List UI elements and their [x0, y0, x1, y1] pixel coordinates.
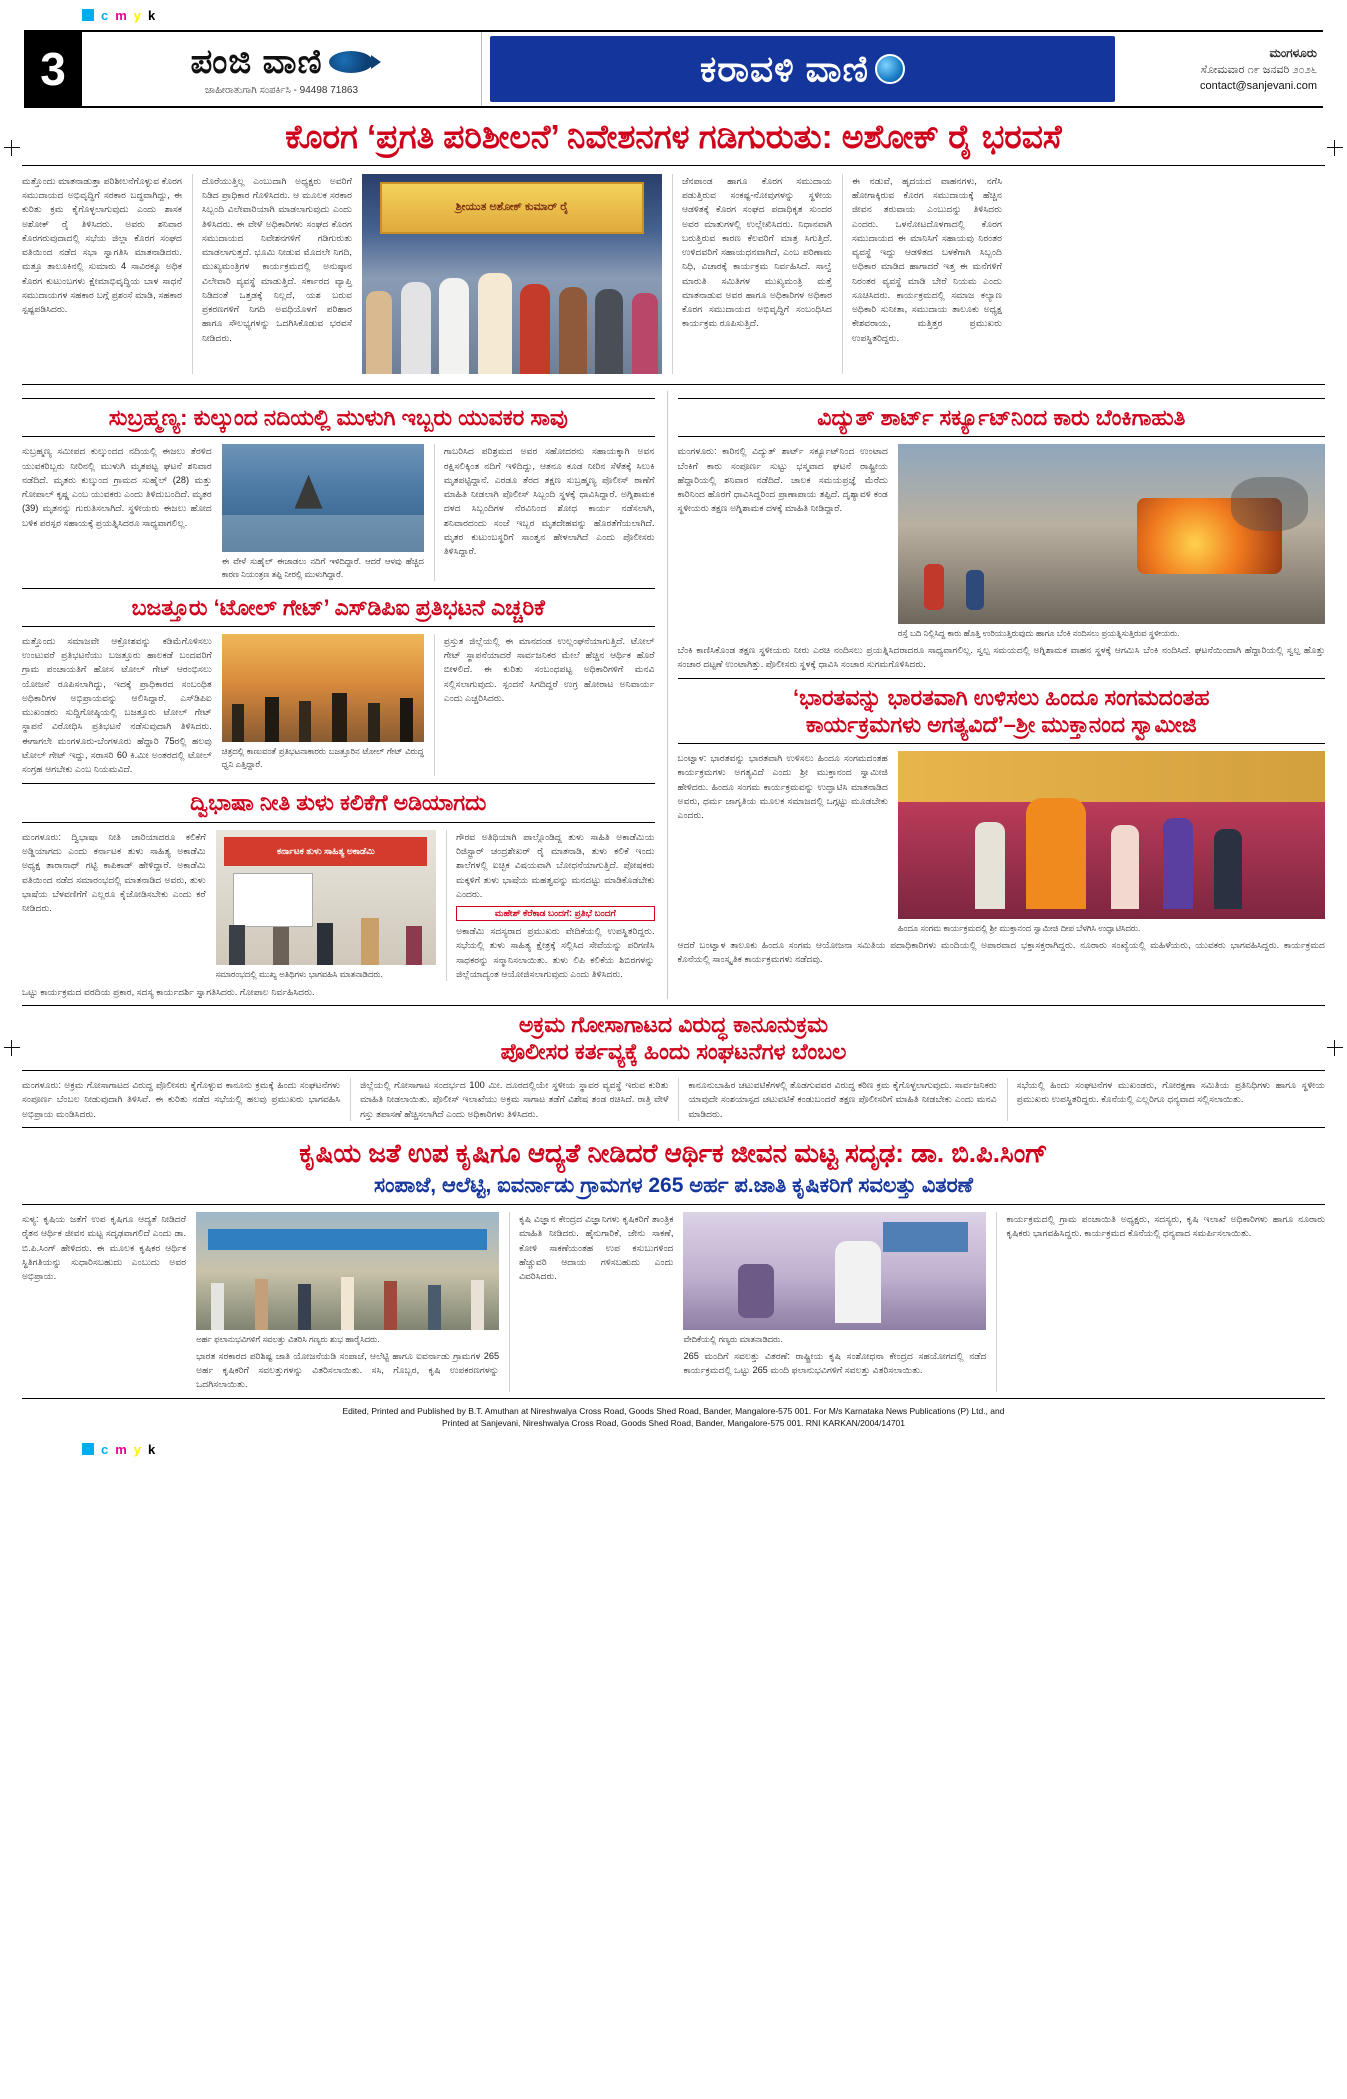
crop-mark — [4, 140, 20, 156]
hindu-photo-wrap — [898, 751, 1325, 935]
lead-photo — [362, 174, 662, 374]
bottom-photo-2-wrap — [683, 1212, 986, 1391]
page-number: 3 — [24, 32, 82, 106]
ad-contact-line: ಜಾಹೀರಾತುಗಾಗಿ ಸಂಪರ್ಕಿಸಿ - 94498 71863 — [204, 84, 359, 96]
bottom-headline: ಕೃಷಿಯ ಜತೆ ಉಪ ಕೃಷಿಗೂ ಆದ್ಯತೆ ನೀಡಿದರೆ ಆರ್ಥಿಕ ಜೀವನ ಮಟ್ಟ ಸದೃಢ: ಡಾ. ಬಿ.ಪಿ.ಸಿಂಗ್ — [299, 1137, 1048, 1168]
cow-headline — [22, 1005, 1325, 1071]
bottom-col-3: ಕೃಷಿ ವಿಜ್ಞಾನ ಕೇಂದ್ರದ ವಿಜ್ಞಾನಿಗಳು ಕೃಷಿಕರಿಗೆ ತಾಂತ್ರಿಕ ಮಾಹಿತಿ ನೀಡಿದರು. ಹೈನುಗಾರಿಕೆ, ಜೇನು ಸಾಕಣೆ, ಕೋಳಿ ಸಾಕಣೆಯಂತಹ ಉಪ ಕಸುಬುಗಳಿಂದ ಹೆಚ್ಚುವರಿ ಆದಾಯ ಗಳಿಸಬಹುದು ಎಂದು ವಿವರಿಸಿದರು. — [509, 1212, 673, 1391]
lead-col-2: ದೊರೆಯುತ್ತಿಲ್ಲ ಎಂಬುದಾಗಿ ಅಧ್ಯಕ್ಷರು ಅವರಿಗೆ ನಿಡಿದ ಪ್ರಾಧಿಕಾರ ಗೊಳಿಸಿದರು. ಆ ಮೂಲಕ ಸರಕಾರ ಸಿಬ್ಬಂದಿ ವಿಲೇವಾರಿಯಾಗಿ ಮಾಡಲಾಗುವುದು ಎಂದು ತಿಳಿಸಿದರು. ಈ ವೇಳೆ ಅಧಿಕಾರಿಗಳು ಸಂಘದ ಕೊರಗ ಸಮುದಾಯದ ನಿವೇಶನಗಳಿಗೆ ಗಡಿಗುರುತು ಮಾಡಲಾಗುತ್ತದೆ. ಭೂಮಿ ನೀಡುವ ಮೊದಲೇ ನಿಗದಿ, ಮುಖ್ಯಮಂತ್ರಿಗಳ ಕಾರ್ಯಕ್ರಮದಲ್ಲಿ ಅನುಷ್ಠಾನ ವಿಲೇವಾರಿ ವ್ಯವಸ್ಥೆ ಮಾಡುತ್ತಿದೆ. ಸರ್ಕಾರದ ವ್ಯಾಪ್ತಿ ನಿಡಿದಂತೆ ಒತ್ತಡಕ್ಕೆ ನಿಲ್ಲದೆ, ಯಶ ಬರುವ ಪ್ರಕರಣಗಳಿಗೆ ನಿಗದಿ ಅವಧಿಯೊಳಗೆ ಪರಿಹಾರ ಹಾಗೂ ಸೌಲಭ್ಯಗಳನ್ನು ಒದಗಿಸಿಕೊಡುವ ಭರವಸೆ ನೀಡಿದರು. — [192, 174, 352, 374]
bottom-col-2: ಭಾರತ ಸರಕಾರದ ಪರಿಶಿಷ್ಟ ಜಾತಿ ಯೋಜನೆಯಡಿ ಸಂಪಾಜೆ, ಆಲೆಟ್ಟಿ ಹಾಗೂ ಐವರ್ನಾಡು ಗ್ರಾಮಗಳ 265 ಅರ್ಹ ಕೃಷಿಕರಿಗೆ ಸವಲತ್ತುಗಳನ್ನು ವಿತರಿಸಲಾಯಿತು. ಸಸಿ, ಗೊಬ್ಬರ, ಕೃಷಿ ಉಪಕರಣಗಳನ್ನು ಒದಗಿಸಲಾಯಿತು. — [196, 1350, 500, 1390]
lead-col-4: ಈ ನಡುವೆ, ಹೃದಯದ ವಾಹನಗಳು, ನಗೆಸಿ ಹೋಗಾಕ್ಕಿರುವ ಕೊರಗ ಸಮುದಾಯಕ್ಕೆ ಹೆಚ್ಚಿನ ಜೀವನ ತರುವಾಯ ಎಂಬುದನ್ನು ತಿಳಿಸಿದರು ಎಂದರು. ಒಳನೋಟದೊಳಗಾದಲ್ಲಿ ಕೊರಗ ಸಮುದಾಯದ ಈ ಮಾನಿಸಿಗೆ ಸಹಾಯವು ನಿರಂತರ ವ್ಯವಸ್ಥೆ ಇದ್ದು ಆಡಳಿತದ ಬಳಕೆಗಾಗಿ ಸಿಬ್ಬಂದಿ ಅಧಿಕಾರ ಮಾಡಿದ ಹಾಗಾದರೆ ಇತ್ತ ಈ ಮನೆಗಳಿಗೆ ನಿರಂತರ ವ್ಯವಸ್ಥೆ ಮಾಡಿ ಬೇರೆ ನಿಯಮ ಎಂದು ಸೂಚಿಸಿದರು. ಕಾರ್ಯಕ್ರಮದಲ್ಲಿ ಸಮಾಜ ಕಲ್ಯಾಣ ಅಧಿಕಾರಿ ಸುನೀತಾ, ಸಮುದಾಯ ತಾಲೂಕು ಅಧ್ಯಕ್ಷ ಕೇಶವರಾಯ, ಮತ್ತಿತ್ತರ ಪ್ರಮುಖರು ಉಪಸ್ಥಿತರಿದ್ದರು. — [842, 174, 1002, 374]
divider — [22, 384, 1325, 385]
hindu-col-1: ಬಂಟ್ವಾಳ: ಭಾರತವನ್ನು ಭಾರತವಾಗಿ ಉಳಿಸಲು ಹಿಂದೂ ಸಂಗಮದಂತಹ ಕಾರ್ಯಕ್ರಮಗಳು ಅಗತ್ಯವಿದೆ ಎಂದು ಶ್ರೀ ಮುಕ್ತಾನಂದ ಸ್ವಾಮೀಜಿ ಹೇಳಿದರು. ಹಿಂದೂ ಸಂಗಮ ಕಾರ್ಯಕ್ರಮವನ್ನು ಉದ್ಘಾಟಿಸಿ ಮಾತನಾಡಿದ ಅವರು, ಧರ್ಮ ಜಾಗೃತಿಯ ಮೂಲಕ ಸಮಾಜದಲ್ಲಿ ಒಗ್ಗಟ್ಟು ಮೂಡಬೇಕು ಎಂದರು. — [677, 753, 888, 821]
bilingual-col-2-wrap — [446, 830, 654, 981]
cmyk-y: y — [133, 7, 143, 23]
cow-col-2: ಜಿಲ್ಲೆಯಲ್ಲಿ ಗೋಸಾಗಾಟ ಸಂದರ್ಭದ 100 ಮೀ. ದೂರದಲ್ಲಿಯೇ ಸ್ಥಳೀಯ ಸ್ಥಾವರ ವ್ಯವಸ್ಥೆ ಇರುವ ಕುರಿತು ಮಾಹಿತಿ ನೀಡಲಾಯಿತು. ಪೊಲೀಸ್ ಇಲಾಖೆಯು ಅಕ್ರಮ ಸಾಗಾಟ ತಡೆಗೆ ವಿಶೇಷ ತಂಡ ರಚಿಸಿದೆ. ರಾತ್ರಿ ವೇಳೆ ಗಸ್ತು ತಪಾಸಣೆ ಹೆಚ್ಚಿಸಲಾಗಿದೆ ಎಂದು ಅಧಿಕಾರಿಗಳು ತಿಳಿಸಿದರು. — [350, 1078, 668, 1121]
hindu-headline — [678, 678, 1325, 744]
mid-right — [667, 391, 1325, 999]
lead-photo-banner-text: ಶ್ರೀಯುತ ಅಶೋಕ್ ಕುಮಾರ್ ರೈ — [455, 201, 569, 214]
cmyk-swatches-bottom — [82, 1441, 159, 1458]
drown-col-2: ಗಾಬರಿಸಿದ ಪರಿಶ್ರಮದ ಅವರ ಸಹೋದರನು ಸಹಾಯಕ್ಕಾಗಿ ಅವನ ರಕ್ಷಿಸಲಿಕ್ಕಿಂತ ನದಿಗೆ ಇಳಿದಿದ್ದು, ಆತನೂ ಕೂಡ ನೀರಿನ ಸೆಳೆತಕ್ಕೆ ಸಿಲುಕಿ ಮೃತಪಟ್ಟಿದ್ದಾನೆ. ಎರಡೂ ತೆರದ ತಕ್ಷಣ ಸುಬ್ರಹ್ಮಣ್ಯ ಪೊಲೀಸ್ ಠಾಣೆಗೆ ಮಾಹಿತಿ ನೀಡಲಾಗಿ ಪೊಲೀಸ್ ಸಿಬ್ಬಂದಿ ಸ್ಥಳಕ್ಕೆ ಧಾವಿಸಿದ್ದಾರೆ. ಅಗ್ನಿಶಾಮಕ ದಳದ ಸಿಬ್ಬಂದಿಗಳ ನೆರವಿನಿಂದ ಶೋಧ ಕಾರ್ಯ ನಡೆಸಲಾಗಿ, ಶನಿವಾರದಂದು ಸಂಜೆ ಇಬ್ಬರ ಮೃತದೇಹವನ್ನು ಹೊರತೆಗೆಯಲಾಗಿದೆ. ಮೃತರ ಕುಟುಂಬಸ್ಥರಿಗೆ ಸಾಂತ್ವನ ಹೇಳಲಾಗಿದೆ ಎಂದು ಪೊಲೀಸರು ತಿಳಿಸಿದ್ದಾರೆ. — [434, 444, 655, 580]
hindu-photo-caption: ಹಿಂದೂ ಸಂಗಮ ಕಾರ್ಯಕ್ರಮದಲ್ಲಿ ಶ್ರೀ ಮುಕ್ತಾನಂದ ಸ್ವಾಮೀಜಿ ದೀಪ ಬೆಳಗಿಸಿ ಉದ್ಘಾಟಿಸಿದರು. — [897, 923, 1141, 934]
bilingual-col-1: ಮಂಗಳೂರು: ದ್ವಿಭಾಷಾ ನೀತಿ ಜಾರಿಯಾದರೂ ಕಲಿಕೆಗೆ ಅಡ್ಡಿಯಾಗದು ಎಂದು ಕರ್ನಾಟಕ ತುಳು ಸಾಹಿತ್ಯ ಅಕಾಡೆಮಿ ಅಧ್ಯಕ್ಷ ತಾರಾನಾಥ್ ಗಟ್ಟಿ ಕಾಪಿಕಾಡ್ ಹೇಳಿದ್ದಾರೆ. ಅಕಾಡೆಮಿ ವತಿಯಿಂದ ನಡೆದ ಸಮಾರಂಭದಲ್ಲಿ ಮಾತನಾಡಿದ ಅವರು, ತುಳು ಭಾಷೆಯ ಬೆಳವಣಿಗೆಗೆ ಎಲ್ಲರೂ ಕೈಜೋಡಿಸಬೇಕು ಎಂದು ಕರೆ ನೀಡಿದರು. — [22, 831, 206, 914]
cow-col-4: ಸಭೆಯಲ್ಲಿ ಹಿಂದು ಸಂಘಟನೆಗಳ ಮುಖಂಡರು, ಗೋರಕ್ಷಣಾ ಸಮಿತಿಯ ಪ್ರತಿನಿಧಿಗಳು ಹಾಗೂ ಸ್ಥಳೀಯ ಪ್ರಮುಖರು ಉಪಸ್ಥಿತರಿದ್ದರು. ಕೊನೆಯಲ್ಲಿ ಎಲ್ಲರಿಗೂ ಧನ್ಯವಾದ ಸಲ್ಲಿಸಲಾಯಿತು. — [1007, 1078, 1325, 1121]
bilingual-article — [22, 830, 655, 981]
publication-logo — [82, 32, 482, 106]
bilingual-box-head: ಮಹೇಶ್ ಕೆರೆಕಾಡ ಬಂದಗೆ: ಪ್ರತಿಭೆ ಬಂದಗೆ — [456, 906, 654, 921]
footer-line-2: Printed at Sanjevani, Nireshwalya Cross Road, Goods Shed Road, Bander, Mangalore-575 001. RNI KARKAN/2004/14701 — [441, 1418, 906, 1429]
cmyk-k: k — [148, 7, 157, 23]
publication-logo-text — [190, 43, 372, 82]
cow-col-3: ಕಾನೂನುಬಾಹಿರ ಚಟುವಟಿಕೆಗಳಲ್ಲಿ ತೊಡಗುವವರ ವಿರುದ್ಧ ಕಠಿಣ ಕ್ರಮ ಕೈಗೊಳ್ಳಲಾಗುವುದು. ಸಾರ್ವಜನಿಕರು ಯಾವುದೇ ಸಂಶಯಾಸ್ಪದ ಚಟುವಟಿಕೆ ಕಂಡುಬಂದರೆ ತಕ್ಷಣ ಪೊಲೀಸರಿಗೆ ಮಾಹಿತಿ ನೀಡಬೇಕು ಎಂದು ಮನವಿ ಮಾಡಿದರು. — [678, 1078, 996, 1121]
masthead — [24, 30, 1323, 108]
cmyk-y-bottom: y — [133, 1441, 143, 1457]
cmyk-m-bottom: m — [115, 1441, 128, 1457]
toll-photo-caption: ಚಿತ್ರದಲ್ಲಿ ಕಾಣುವಂತೆ ಪ್ರತಿಭಟನಾಕಾರರು ಬಜತ್ತೂರಿನ ಟೋಲ್ ಗೇಟ್ ವಿರುದ್ಧ ಧ್ವನಿ ಎತ್ತಿದ್ದಾರೆ. — [221, 745, 424, 769]
cmyk-c-bottom: c — [101, 1441, 110, 1457]
cow-col-1: ಮಂಗಳೂರು: ಅಕ್ರಮ ಗೋಸಾಗಾಟದ ವಿರುದ್ಧ ಪೊಲೀಸರು ಕೈಗೊಳ್ಳುವ ಕಾನೂನು ಕ್ರಮಕ್ಕೆ ಹಿಂದು ಸಂಘಟನೆಗಳು ಸಂಪೂರ್ಣ ಬೆಂಬಲ ನೀಡುವುದಾಗಿ ತಿಳಿಸಿವೆ. ಈ ಕುರಿತು ನಡೆದ ಸಭೆಯಲ್ಲಿ ಹಲವು ಪ್ರಮುಖರು ಭಾಗವಹಿಸಿ ಅಭಿಪ್ರಾಯ ಮಂಡಿಸಿದರು. — [22, 1080, 341, 1119]
cow-headline-line1: ಅಕ್ರಮ ಗೋಸಾಗಾಟದ ವಿರುದ್ಧ ಕಾನೂನುಕ್ರಮ — [518, 1012, 829, 1038]
short-circuit-col-2: ಬೆಂಕಿ ಕಾಣಿಸಿಕೊಂಡ ತಕ್ಷಣ ಸ್ಥಳೀಯರು ನೀರು ಎರಚಿ ನಂದಿಸಲು ಪ್ರಯತ್ನಿಸಿದರಾದರೂ ಸಾಧ್ಯವಾಗಲಿಲ್ಲ. ಸ್ವಲ್ಪ ಸಮಯದಲ್ಲಿ ಅಗ್ನಿಶಾಮಕ ವಾಹನ ಸ್ಥಳಕ್ಕೆ ಆಗಮಿಸಿ ಬೆಂಕಿ ನಂದಿಸಿದೆ. ಘಟನೆಯಿಂದಾಗಿ ಹೆದ್ದಾರಿಯಲ್ಲಿ ಸ್ವಲ್ಪ ಹೊತ್ತು ಸಂಚಾರ ದಟ್ಟಣೆ ಉಂಟಾಗಿತ್ತು. ಪೊಲೀಸರು ಸ್ಥಳಕ್ಕೆ ಧಾವಿಸಿ ಸಂಚಾರ ಸುಗಮಗೊಳಿಸಿದರು. — [677, 644, 1325, 670]
edition-info — [1123, 32, 1323, 106]
cow-article — [22, 1078, 1325, 1121]
lead-headline: ಕೊರಗ ‘ಪ್ರಗತಿ ಪರಿಶೀಲನೆ’ ನಿವೇಶನಗಳ ಗಡಿಗುರುತು: ಅಶೋಕ್ ರೈ ಭರವಸೆ — [22, 108, 1325, 166]
logo-text-left: ಪಂಜಿ ವಾಣಿ — [190, 42, 323, 81]
contact-email: contact@sanjevani.com — [1200, 80, 1317, 92]
brand-banner — [490, 36, 1115, 102]
cmyk-bottom-bar — [22, 1432, 1325, 1462]
short-circuit-photo-wrap — [898, 444, 1325, 640]
fish-icon — [329, 51, 373, 73]
mid-left — [22, 391, 655, 999]
bottom-photo-1-caption: ಅರ್ಹ ಫಲಾನುಭವಿಗಳಿಗೆ ಸವಲತ್ತು ವಿತರಿಸಿ ಗಣ್ಯರು ಶುಭ ಹಾರೈಸಿದರು. — [196, 1334, 380, 1345]
bottom-photo-1-wrap — [196, 1212, 499, 1391]
globe-icon — [875, 54, 905, 84]
bottom-photo-2-caption: ವೇದಿಕೆಯಲ್ಲಿ ಗಣ್ಯರು ಮಾತನಾಡಿದರು. — [683, 1334, 783, 1345]
cmyk-swatches — [82, 7, 159, 24]
cmyk-m: m — [115, 7, 128, 23]
bilingual-headline: ದ್ವಿಭಾಷಾ ನೀತಿ ತುಳು ಕಲಿಕೆಗೆ ಅಡಿಯಾಗದು — [22, 783, 655, 822]
lead-article — [22, 166, 1325, 378]
lead-col-1: ಮತ್ತೊಂದು ಮಾತನಾಡುತ್ತಾ ಪರಿಶೀಲನೆಗೊಳ್ಳುವ ಕೊರಗ ಸಮುದಾಯದ ಅಭಿವೃದ್ಧಿಗೆ ಸರಕಾರ ಬದ್ಧವಾಗಿದ್ದು, ಈ ಕುರಿತು ಕ್ರಮ ಕೈಗೊಳ್ಳಲಾಗುವುದು ಎಂದು ಶಾಸಕ ಅಶೋಕ್ ರೈ ತಿಳಿಸಿದರು. ಅವರು ಶನಿವಾರ ಕೊರಗರುವುದಾದಲ್ಲಿ ಸಭೆಯ ಜಿಲ್ಲಾ ಕೊರಗ ಸಂಘದ ವತಿಯಿಂದ ನಡೆದ ಸಭಾ ಸ್ವಾಗತಿಸಿ ಮಾತನಾಡಿದರು. ಮತ್ತೂ ತಾಲೂಕಿನಲ್ಲಿ ಸುಮಾರು 4 ಸಾವಿರಕ್ಕೂ ಅಧಿಕ ಕೊರಗ ಕುಟುಂಬಗಳು ಕ್ಷೇಮಾಭಿವೃದ್ಧಿಯ ಬಾಳ ಸಾಧನೆ ಸಮುದಾಯಗಳ ಸಹಕಾರ ಬಗ್ಗೆ ಪ್ರಶಂಸೆ ಮಾಡಿ, ಸಹಕಾರ ಸ್ಪಷ್ಟಪಡಿಸಿದರು. — [22, 175, 182, 315]
edition-city: ಮಂಗಳೂರು — [1269, 45, 1317, 60]
footer-line-1: Edited, Printed and Published by B.T. Amuthan at Nireshwalya Cross Road, Goods Shed Road, Bander, Mangalore-575 001. For M/s Karnataka News Publications (P) Ltd., and — [342, 1405, 1005, 1416]
drown-col-1: ಸುಬ್ರಹ್ಮಣ್ಯ ಸಮೀಪದ ಕುಲ್ಕುಂದದ ನದಿಯಲ್ಲಿ ಈಜಲು ತೆರಳಿದ ಯುವಕರಿಬ್ಬರು ನೀರಿನಲ್ಲಿ ಮುಳುಗಿ ಮೃತಪಟ್ಟ ಘಟನೆ ಶನಿವಾರ ನಡೆದಿದೆ. ಮೃತರು ಕುಲ್ಕುಂದ ಗ್ರಾಮದ ಸುಹೈಲ್ (28) ಮತ್ತು ಗೋಪಾಲ್ ಕೃಷ್ಣ ಎಂಬ ಯುವಕರು ಎಂದು ತಿಳಿದುಬಂದಿದೆ. ಮೃತರ (39) ಮೃತನನ್ನು ಗುರುತಿಸಲಾಗಿದೆ. ಸ್ಥಳೀಯರು ಈಜಲು ಹೋದ ಬಳಿಕ ಪರಸ್ಪರ ಸಹಾಯಕ್ಕೆ ಪ್ರಯತ್ನಿಸಿದರೂ ಸಾಧ್ಯವಾಗಲಿಲ್ಲ. — [22, 446, 212, 528]
drown-photo-wrap — [222, 444, 424, 580]
crop-mark — [1327, 140, 1343, 156]
short-circuit-article — [678, 444, 1325, 640]
bottom-col-1: ಸುಳ್ಯ: ಕೃಷಿಯ ಜತೆಗೆ ಉಪ ಕೃಷಿಗೂ ಆದ್ಯತೆ ನೀಡಿದರೆ ರೈತನ ಆರ್ಥಿಕ ಜೀವನ ಮಟ್ಟ ಸದೃಢವಾಗಲಿದೆ ಎಂದು ಡಾ. ಬಿ.ಪಿ.ಸಿಂಗ್ ಹೇಳಿದರು. ಈ ಮೂಲಕ ಕೃಷಿಕರ ಆರ್ಥಿಕ ಸ್ಥಿತಿಗತಿಯನ್ನು ಸುಧಾರಿಸಬಹುದು ಎಂಬುದು ಅವರ ಅಭಿಪ್ರಾಯ. — [22, 1214, 187, 1282]
drown-headline: ಸುಬ್ರಹ್ಮಣ್ಯ: ಕುಲ್ಕುಂದ ನದಿಯಲ್ಲಿ ಮುಳುಗಿ ಇಬ್ಬರು ಯುವಕರ ಸಾವು — [22, 398, 655, 437]
hindu-article — [678, 751, 1325, 935]
bottom-subheadline: ಸಂಪಾಜೆ, ಆಲೆಟ್ಟಿ, ಐವರ್ನಾಡು ಗ್ರಾಮಗಳ 265 ಅರ್ಹ ಪ.ಜಾತಿ ಕೃಷಿಕರಿಗೆ ಸವಲತ್ತು ವಿತರಣೆ — [22, 1171, 1325, 1205]
cow-headline-line2: ಪೊಲೀಸರ ಕರ್ತವ್ಯಕ್ಕೆ ಹಿಂದು ಸಂಘಟನೆಗಳ ಬೆಂಬಲ — [500, 1038, 847, 1064]
crop-mark — [1327, 1040, 1343, 1056]
bilingual-col-4: ಒಟ್ಟು ಕಾರ್ಯಕ್ರಮದ ವರದಿಯ ಪ್ರಕಾರ, ಸದಸ್ಯ ಕಾರ್ಯದರ್ಶಿ ಸ್ವಾಗತಿಸಿದರು. ಗೋಪಾಲ ನಿರ್ವಹಿಸಿದರು. — [22, 987, 315, 998]
crop-mark — [4, 1040, 20, 1056]
cmyk-c: c — [101, 7, 110, 23]
toll-headline: ಬಜತ್ತೂರು ‘ಟೋಲ್ ಗೇಟ್’ ಎಸ್‌ಡಿಪಿಐ ಪ್ರತಿಭಟನೆ ಎಚ್ಚರಿಕೆ — [22, 588, 655, 627]
short-circuit-photo-caption: ರಸ್ತೆ ಬದಿ ನಿಲ್ಲಿಸಿದ್ದ ಕಾರು ಹೊತ್ತಿ ಉರಿಯುತ್ತಿರುವುದು ಹಾಗೂ ಬೆಂಕಿ ನಂದಿಸಲು ಪ್ರಯತ್ನಿಸುತ್ತಿರುವ ಸ್ಥಳೀಯರು. — [897, 628, 1180, 639]
drown-article — [22, 444, 655, 580]
page-footer — [22, 1398, 1325, 1433]
bilingual-photo-wrap — [216, 830, 436, 981]
short-circuit-col-1: ಮಂಗಳೂರು: ಕಾರಿನಲ್ಲಿ ವಿದ್ಯುತ್ ಶಾರ್ಟ್ ಸರ್ಕ್ಯೂಟ್‌ನಿಂದ ಉಂಟಾದ ಬೆಂಕಿಗೆ ಕಾರು ಸಂಪೂರ್ಣ ಸುಟ್ಟು ಭಸ್ಮವಾದ ಘಟನೆ ರಾಷ್ಟ್ರೀಯ ಹೆದ್ದಾರಿಯಲ್ಲಿ ಶನಿವಾರ ನಡೆದಿದೆ. ಚಾಲಕ ಸಮಯಪ್ರಜ್ಞೆ ಮೆರೆದು ಕಾರಿನಿಂದ ಹೊರಗೆ ಧಾವಿಸಿದ್ದರಿಂದ ಪ್ರಾಣಾಪಾಯ ತಪ್ಪಿದೆ. ದೃಶ್ಯಾವಳಿ ಕಂಡ ಸ್ಥಳೀಯರು ತಕ್ಷಣ ಅಗ್ನಿಶಾಮಕ ದಳಕ್ಕೆ ಮಾಹಿತಿ ನೀಡಿದ್ದಾರೆ. — [677, 446, 888, 514]
brand-title: ಕರಾವಳಿ ವಾಣಿ — [700, 47, 869, 89]
bottom-article — [22, 1205, 1325, 1391]
cmyk-top-bar — [22, 0, 1325, 30]
cmyk-k-bottom: k — [148, 1441, 157, 1457]
toll-col-2: ಪ್ರಸ್ತುತ ಜಿಲ್ಲೆಯಲ್ಲಿ ಈ ಮಾನದಂಡ ಉಲ್ಲಂಘನೆಯಾಗುತ್ತಿದೆ. ಟೋಲ್ ಗೇಟ್ ಸ್ಥಾಪನೆಯಾದರೆ ಸಾರ್ವಜನಿಕರ ಮೇಲೆ ಹೆಚ್ಚಿನ ಆರ್ಥಿಕ ಹೊರೆ ಬೀಳಲಿದೆ. ಈ ಕುರಿತು ಸಂಬಂಧಪಟ್ಟ ಅಧಿಕಾರಿಗಳಿಗೆ ಮನವಿ ಸಲ್ಲಿಸಲಾಗುವುದು. ಸ್ಪಂದನೆ ಸಿಗದಿದ್ದರೆ ಉಗ್ರ ಹೋರಾಟ ಅನಿವಾರ್ಯ ಎಂದು ಎಚ್ಚರಿಸಿದರು. — [434, 634, 655, 777]
bilingual-photo-caption: ಸಮಾರಂಭದಲ್ಲಿ ಮುಖ್ಯ ಅತಿಥಿಗಳು ಭಾಗವಹಿಸಿ ಮಾತನಾಡಿದರು. — [215, 968, 383, 979]
toll-photo-wrap — [222, 634, 424, 777]
lead-col-3: ಜೆನಪಾಂಡ ಹಾಗೂ ಕೊರಗ ಸಮುದಾಯ ಪಡುತ್ತಿರುವ ಸಂಕಷ್ಟ-ನೋವುಗಳನ್ನು ಸ್ಥಳೀಯ ಆಡಳಿತಕ್ಕೆ ಕೊರಗ ಸಂಘದ ಪದಾಧಿಕೃತ ಸುಂದರ ಅವರ ಮಾತುಗಳಲ್ಲಿ ಉಲ್ಲೇಖಿಸಿದರು. ನಿಧಾನವಾಗಿ ಬರುತ್ತಿರುವ ಕಾರಣ ಕೆಲವರಿಗೆ ಮಾತ್ರ ಸಿಗುತ್ತಿದೆ. ಉಳಿದವರಿಗೆ ಸಹಾಯಧನವಾಗಿದೆ, ಎಂಬ ಪರಿಣಾಮ ನಿಧಿ, ವಿಚಾರಕ್ಕೆ ಕಾರ್ಯಕ್ರಮ ನಿರ್ವಹಿಸಿದೆ. ಸಾಲ್ವೆ ಮಾರುತಿ ಸಮಿತಿಗಳ ಮುಖ್ಯಮಂತ್ರಿ ಮತ್ತೆ ಮಾತನಾಡುವ ಅವರ ಹಾಗೂ ಅಧಿಕಾರಿಗಳ ಅಧಿಕಾರ ಕೊರಗ ಸಮುದಾಯದ ಅಭಿವೃದ್ಧಿಗೆ ಸಂಬಂಧಿಸಿದ ಕಾರ್ಯಕ್ರಮ ರೂಪಿಸುತ್ತಿದೆ. — [672, 174, 832, 374]
bilingual-col-2: ಗೌರವ ಅತಿಥಿಯಾಗಿ ಪಾಲ್ಗೊಂಡಿದ್ದ ತುಳು ಸಾಹಿತಿ ಅಕಾಡೆಮಿಯ ರಿಜಿಸ್ಟ್ರಾರ್ ಚಂದ್ರಶೇಖರ್ ರೈ ಮಾತನಾಡಿ, ತುಳು ಕಲಿಕೆ ಇಂದು ಶಾಲೆಗಳಲ್ಲಿ ಐಚ್ಛಿಕ ವಿಷಯವಾಗಿ ಬೋಧನೆಯಾಗುತ್ತಿದೆ. ಪೋಷಕರು ಮಕ್ಕಳಿಗೆ ತುಳು ಭಾಷೆಯ ಮಹತ್ವವನ್ನು ಮನದಟ್ಟು ಮಾಡಿಕೊಡಬೇಕು ಎಂದರು. — [456, 831, 655, 899]
drown-photo-caption: ಈ ವೇಳೆ ಸುಹೈಲ್ ಈಜಾಡಲು ನದಿಗೆ ಇಳಿದಿದ್ದಾರೆ. ಆದರೆ ಆಳವು ಹೆಚ್ಚಿದ ಕಾರಣ ನಿಯಂತ್ರಣ ತಪ್ಪಿ ನೀರಲ್ಲಿ ಮುಳುಗಿದ್ದಾರೆ. — [221, 556, 424, 579]
bottom-col-4: 265 ಮಂದಿಗೆ ಸವಲತ್ತು ವಿತರಣೆ: ರಾಷ್ಟ್ರೀಯ ಕೃಷಿ ಸಂಶೋಧನಾ ಕೇಂದ್ರದ ಸಹಯೋಗದಲ್ಲಿ ನಡೆದ ಕಾರ್ಯಕ್ರಮದಲ್ಲಿ ಒಟ್ಟು 265 ಮಂದಿ ಫಲಾನುಭವಿಗಳಿಗೆ ಸವಲತ್ತು ವಿತರಿಸಲಾಯಿತು. — [683, 1350, 987, 1376]
divider-bottom — [22, 1127, 1325, 1128]
short-circuit-headline: ವಿದ್ಯುತ್ ಶಾರ್ಟ್ ಸರ್ಕ್ಯೂಟ್‌ನಿಂದ ಕಾರು ಬೆಂಕಿಗಾಹುತಿ — [678, 398, 1325, 437]
bilingual-col-3: ಅಕಾಡೆಮಿ ಸದಸ್ಯರಾದ ಪ್ರಮುಖರು ವೇದಿಕೆಯಲ್ಲಿ ಉಪಸ್ಥಿತರಿದ್ದರು. ಸಭೆಯಲ್ಲಿ ತುಳು ಸಾಹಿತ್ಯ ಕ್ಷೇತ್ರಕ್ಕೆ ಸಲ್ಲಿಸಿದ ಸೇವೆಯನ್ನು ಪರಿಗಣಿಸಿ ಸಾಧಕರನ್ನು ಸನ್ಮಾನಿಸಲಾಯಿತು. ತುಳು ಲಿಪಿ ಕಲಿಕೆಯ ಶಿಬಿರಗಳನ್ನು ಜಿಲ್ಲೆಯಾದ್ಯಂತ ಆಯೋಜಿಸಲಾಗುವುದು ಎಂದು ತಿಳಿಸಿದರು. — [456, 926, 655, 979]
hindu-headline-line1: ‘ಭಾರತವನ್ನು ಭಾರತವಾಗಿ ಉಳಿಸಲು ಹಿಂದೂ ಸಂಗಮದಂತಹ — [793, 685, 1210, 711]
mid-section — [22, 391, 1325, 999]
hindu-col-2: ಆದರೆ ಬಂಟ್ವಾಳ ತಾಲೂಕು ಹಿಂದೂ ಸಂಗಮ ಆಯೋಜನಾ ಸಮಿತಿಯ ಪದಾಧಿಕಾರಿಗಳು ಮಂದಿಯಲ್ಲಿ ಅಪಾರವಾದ ಭಕ್ತಾಸಕ್ತರಾಗಿದ್ದರು. ನೂರಾರು ಸಂಖ್ಯೆಯಲ್ಲಿ ಮಹಿಳೆಯರು, ಯುವಕರು ಭಾಗವಹಿಸಿದ್ದರು. ಕಾರ್ಯಕ್ರಮದ ಕೊನೆಯಲ್ಲಿ ಸಾಂಸ್ಕೃತಿಕ ಕಾರ್ಯಕ್ರಮಗಳು ನಡೆದವು. — [677, 939, 1325, 965]
bilingual-photo-banner: ಕರ್ನಾಟಕ ತುಳು ಸಾಹಿತ್ಯ ಅಕಾಡೆಮಿ — [276, 845, 375, 856]
toll-article — [22, 634, 655, 777]
edition-date: ಸೋಮವಾರ ೧೯ ಜನವರಿ ೨೦೨೬ — [1200, 63, 1317, 76]
hindu-headline-line2: ಕಾರ್ಯಕ್ರಮಗಳು ಅಗತ್ಯವಿದೆ’–ಶ್ರೀ ಮುಕ್ತಾನಂದ ಸ್ವಾಮೀಜಿ — [805, 711, 1197, 737]
toll-col-1: ಮತ್ತೊಂದು ಸಮಾಜವೇ ಆಕ್ರೋಶವನ್ನು ಕಡಿಮೆಗೊಳಿಸಲು ಉಂಟುವರೆ ಪ್ರತಿಭಟನೆಯು ಬಜತ್ತೂರು ಹಾಲಕಡೆ ಬಂದವರಿಗೆ ಗ್ರಾಮ ಪಂಚಾಯತಿಗೆ ಹೋಸ ಟೋಲ್ ಗೇಟ್ ಆರಂಭಿಸಲು ಯೋಜನೆ ರೂಪಿಸಲಾಗಿದ್ದು, ಇದಕ್ಕೆ ಪ್ರಾಧಿಕಾರದ ಸಂಬಂಧಿತ ಅಧಿಕಾರಿಗಳ ಅಭಿಪ್ರಾಯವನ್ನು ಆಲಿಸಿದ್ದಾರೆ. ಎಸ್‌ಡಿಪಿಐ ಮುಖಂಡರು ಸುದ್ದಿಗೋಷ್ಠಿಯಲ್ಲಿ ಬಜತ್ತೂರು ಟೋಲ್ ಗೇಟ್ ಸ್ಥಾಪನೆ ವಿರೋಧಿಸಿ ಪ್ರತಿಭಟನೆ ನಡೆಸುವುದಾಗಿ ತಿಳಿಸಿದರು. ಈಗಾಗಲೇ ಮಂಗಳೂರು-ಬೆಂಗಳೂರು ಹೆದ್ದಾರಿ 75ರಲ್ಲಿ ಹಲವು ಟೋಲ್ ಗೇಟ್ ಇದ್ದು, ಸರಾಸರಿ 60 ಕಿ.ಮೀ ಅಂತರದಲ್ಲಿ ಟೋಲ್ ಸಂಗ್ರಹ ಆಗಬೇಕು ಎಂಬ ನಿಯಮವಿದೆ. — [22, 635, 212, 775]
bottom-col-5: ಕಾರ್ಯಕ್ರಮದಲ್ಲಿ ಗ್ರಾಮ ಪಂಚಾಯಿತಿ ಅಧ್ಯಕ್ಷರು, ಸದಸ್ಯರು, ಕೃಷಿ ಇಲಾಖೆ ಅಧಿಕಾರಿಗಳು ಹಾಗೂ ನೂರಾರು ಕೃಷಿಕರು ಭಾಗವಹಿಸಿದ್ದರು. ಕಾರ್ಯಕ್ರಮದ ಕೊನೆಯಲ್ಲಿ ಧನ್ಯವಾದ ಸಮರ್ಪಿಸಲಾಯಿತು. — [996, 1212, 1325, 1391]
brand-banner-text — [700, 48, 905, 91]
